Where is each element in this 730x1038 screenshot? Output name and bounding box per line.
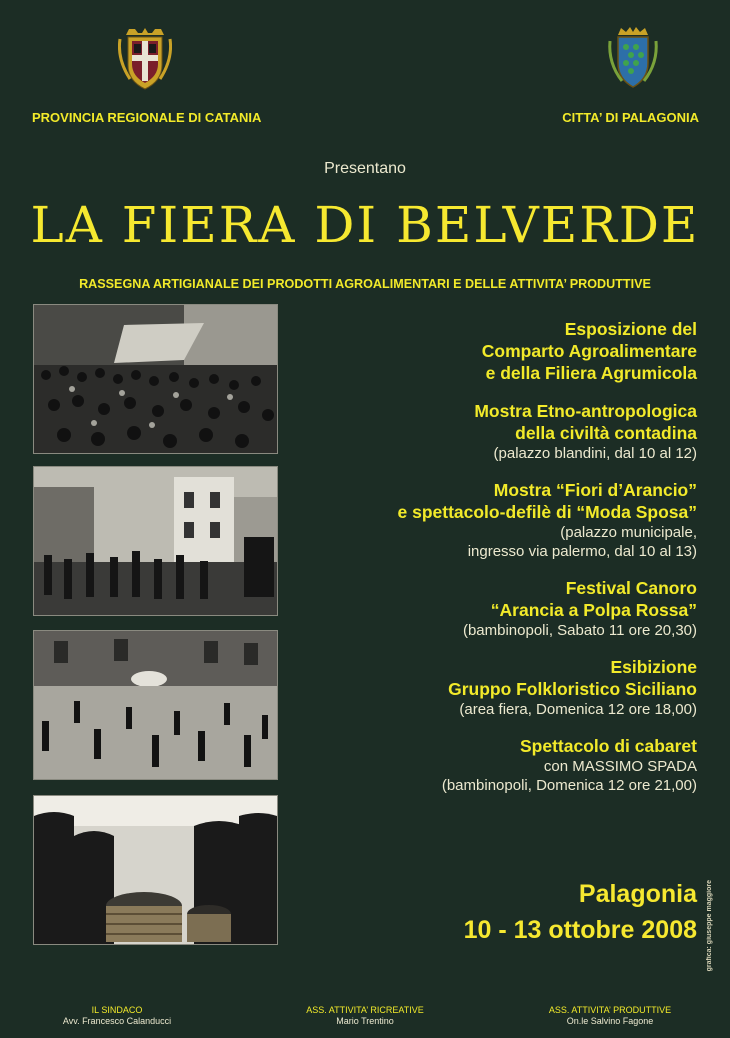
event-title-line: Mostra “Fiori d’Arancio” xyxy=(493,480,697,500)
signature-name: Mario Trentino xyxy=(336,1016,394,1026)
signature-role: ASS. ATTIVITA’ PRODUTTIVE xyxy=(548,1005,672,1015)
city-label: CITTA’ DI PALAGONIA xyxy=(562,110,699,125)
intro-text: Presentano xyxy=(324,160,406,177)
province-label: PROVINCIA REGIONALE DI CATANIA xyxy=(32,110,262,125)
historic-photo-vendors xyxy=(33,795,278,945)
page-title: LA FIERA DI BELVERDE xyxy=(30,196,700,254)
city-crest-icon xyxy=(606,25,660,95)
event-title-line: Gruppo Folkloristico Siciliano xyxy=(448,679,697,699)
events-list xyxy=(297,318,697,811)
event-exposition xyxy=(297,318,697,384)
historic-photo-piazza xyxy=(33,630,278,780)
event-detail-line: (bambinopoli, Domenica 12 ore 21,00) xyxy=(441,777,697,794)
event-title-line: Festival Canoro xyxy=(565,578,697,598)
closing-city: Palagonia xyxy=(578,880,697,908)
event-title-line: Esposizione del xyxy=(564,319,697,339)
event-cabaret xyxy=(297,735,697,795)
event-title-line: Spettacolo di cabaret xyxy=(520,736,697,756)
event-song-festival xyxy=(297,577,697,640)
event-title-line: della civiltà contadina xyxy=(515,423,697,443)
event-detail-line: ingresso via palermo, dal 10 al 13) xyxy=(467,543,697,560)
event-ethno-exhibit xyxy=(297,400,697,463)
historic-photo-market-crowd xyxy=(33,304,278,454)
signature-recreation xyxy=(265,1005,465,1026)
province-crest-icon xyxy=(118,25,172,95)
event-title-line: Comparto Agroalimentare xyxy=(481,341,697,361)
event-title-line: “Arancia a Polpa Rossa” xyxy=(490,600,697,620)
event-detail-line: (bambinopoli, Sabato 11 ore 20,30) xyxy=(462,622,697,639)
event-detail-line: con MASSIMO SPADA xyxy=(543,758,697,775)
graphic-credit: grafica: giuseppe maggiore xyxy=(706,880,713,972)
event-detail-line: (palazzo blandini, dal 10 al 12) xyxy=(493,445,697,462)
event-detail-line: (palazzo municipale, xyxy=(560,524,697,541)
event-detail-line: (area fiera, Domenica 12 ore 18,00) xyxy=(459,701,697,718)
signature-production xyxy=(510,1005,710,1026)
event-bridal-show xyxy=(297,479,697,561)
event-title-line: e spettacolo-defilè di “Moda Sposa” xyxy=(397,502,697,522)
closing-dates: 10 - 13 ottobre 2008 xyxy=(463,916,697,944)
signature-role: ASS. ATTIVITA’ RICREATIVE xyxy=(306,1005,424,1015)
signature-name: Avv. Francesco Calanducci xyxy=(62,1016,172,1026)
event-title-line: Esibizione xyxy=(610,657,697,677)
signature-role: IL SINDACO xyxy=(91,1005,143,1015)
signature-name: On.le Salvino Fagone xyxy=(566,1016,654,1026)
historic-photo-town-square xyxy=(33,466,278,616)
signature-mayor xyxy=(17,1005,217,1026)
event-title-line: e della Filiera Agrumicola xyxy=(485,363,697,383)
page-subtitle: RASSEGNA ARTIGIANALE DEI PRODOTTI AGROALIMENTARI E DELLE ATTIVITA’ PRODUTTIVE xyxy=(79,277,651,291)
event-title-line: Mostra Etno-antropologica xyxy=(474,401,697,421)
event-folklore-group xyxy=(297,656,697,719)
